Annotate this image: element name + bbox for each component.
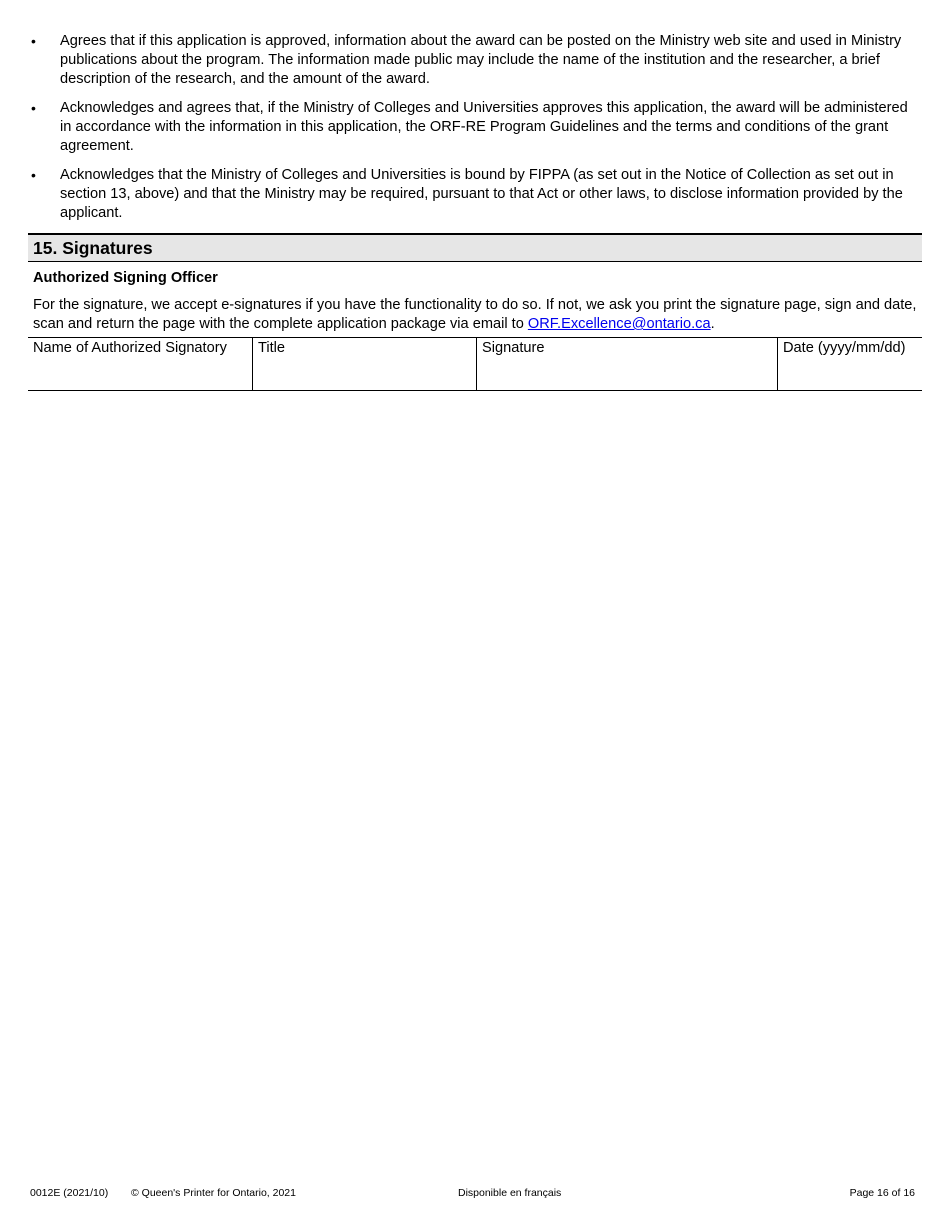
signature-label: Signature bbox=[482, 340, 545, 356]
date-field[interactable] bbox=[777, 338, 922, 390]
signature-instructions-text: For the signature, we accept e-signatures if you have the functionality to do so. If not, we ask you print the signature page, sign and date, scan and return the page with the complete application package via email to bbox=[33, 297, 917, 332]
title-label: Title bbox=[258, 340, 286, 356]
email-link[interactable]: ORF.Excellence@ontario.ca bbox=[527, 316, 711, 332]
signature-instructions bbox=[28, 296, 922, 334]
title-field[interactable] bbox=[252, 338, 476, 390]
signatory-name-field[interactable] bbox=[28, 338, 252, 390]
list-item bbox=[28, 32, 922, 89]
list-item bbox=[28, 166, 922, 223]
section-heading-signatures: 15. Signatures bbox=[28, 233, 922, 262]
bullet-icon: • bbox=[31, 100, 36, 116]
list-item-text: Acknowledges that the Ministry of Colleges and Universities is bound by FIPPA (as set out in the Notice of Collection as set out in section 13, above) and that the Ministry may be required, pursuant to that Act or other laws, to disclose information provided by the applicant. bbox=[60, 167, 903, 221]
list-item-text: Agrees that if this application is approved, information about the award can be posted on the Ministry web site and used in Ministry publications about the program. The information made public may include the name of the institution and the researcher, a brief description of the research, and the amount of the award. bbox=[60, 33, 902, 87]
copyright-notice: © Queen's Printer for Ontario, 2021 bbox=[131, 1187, 296, 1199]
bullet-icon: • bbox=[31, 167, 36, 183]
page-number: Page 16 of 16 bbox=[849, 1187, 915, 1199]
language-notice: Disponible en français bbox=[458, 1187, 562, 1199]
list-item-text: Acknowledges and agrees that, if the Ministry of Colleges and Universities approves this application, the award will be administered in accordance with the information in this application, the ORF-RE Program Guidelines and the terms and conditions of the grant agreement. bbox=[60, 100, 908, 154]
signature-instructions-end: . bbox=[710, 316, 715, 332]
date-label: Date (yyyy/mm/dd) bbox=[783, 340, 906, 356]
signatory-name-label: Name of Authorized Signatory bbox=[33, 340, 227, 356]
subheading-authorized-signing-officer: Authorized Signing Officer bbox=[33, 270, 218, 286]
form-code: 0012E (2021/10) bbox=[30, 1187, 109, 1199]
bullet-icon: • bbox=[31, 33, 36, 49]
document-page bbox=[28, 32, 922, 391]
list-item bbox=[28, 99, 922, 156]
acknowledgement-list bbox=[28, 32, 922, 223]
page-footer bbox=[0, 1186, 950, 1200]
signature-field[interactable] bbox=[476, 338, 777, 390]
signature-table bbox=[28, 337, 922, 391]
